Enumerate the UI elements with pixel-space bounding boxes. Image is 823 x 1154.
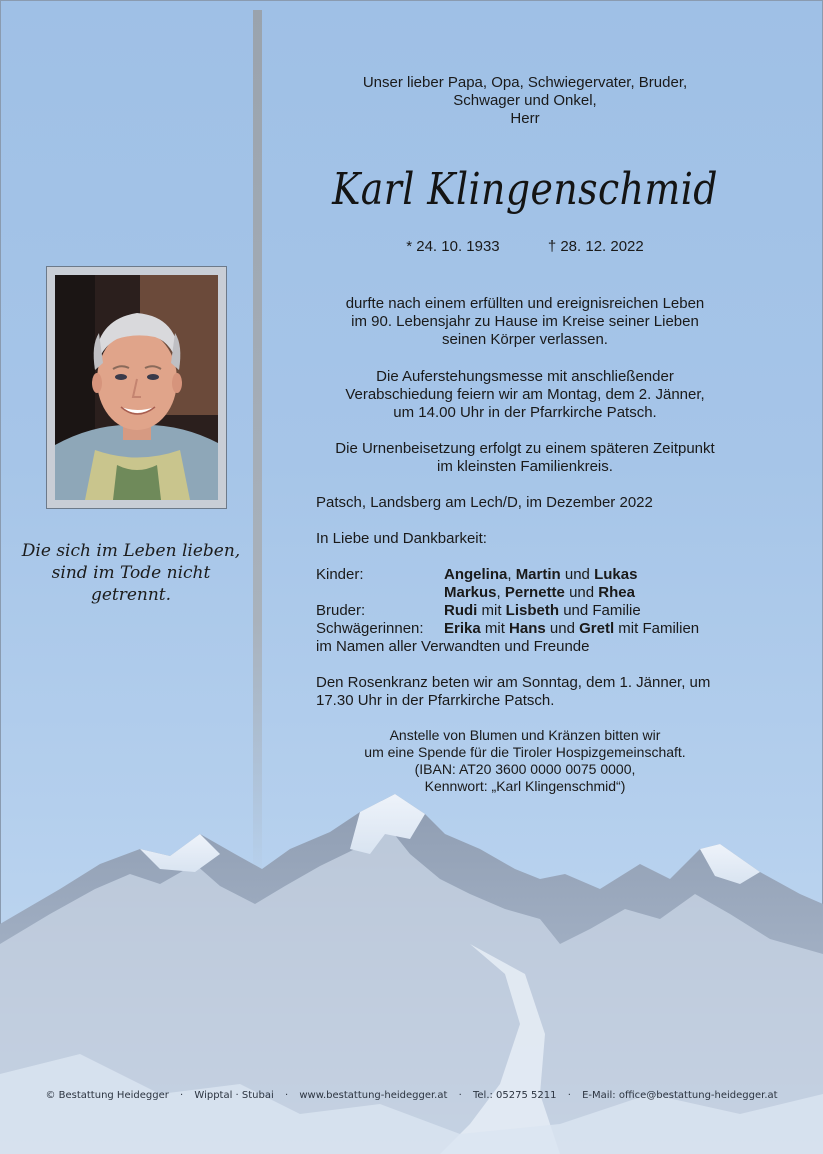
relative-name: Gretl <box>579 620 615 637</box>
paragraph-line: Verabschiedung feiern wir am Montag, dem 2. Jänner, <box>345 386 705 403</box>
child-name: Pernette <box>504 584 565 601</box>
family-row-children-partners <box>316 584 756 602</box>
paragraph-line: durfte nach einem erfüllten und ereignisreichen Leben <box>345 295 705 312</box>
brother-name: Rudi <box>444 602 478 619</box>
paragraph-urn-burial <box>280 440 770 476</box>
family-label: Bruder: <box>316 602 366 619</box>
relative-name: Hans <box>509 620 546 637</box>
rosary-info <box>316 674 756 710</box>
donation-line: (IBAN: AT20 3600 0000 0075 0000, <box>414 761 636 777</box>
child-name: Markus <box>444 584 497 601</box>
birth-date: * 24. 10. 1933 <box>406 238 500 255</box>
footer-region: Wipptal · Stubai <box>194 1090 274 1101</box>
family-row-brother <box>316 602 756 620</box>
paragraph-line: um 14.00 Uhr in der Pfarrkirche Patsch. <box>393 404 657 421</box>
intro-line: Unser lieber Papa, Opa, Schwiegervater, Bruder, <box>362 74 688 91</box>
paragraph-passing <box>280 295 770 349</box>
portrait-frame <box>46 266 227 509</box>
child-name: Angelina <box>444 566 508 583</box>
portrait-illustration <box>55 275 218 500</box>
relative-name: Erika <box>444 620 481 637</box>
family-label: Schwägerinnen: <box>316 620 424 637</box>
life-dates <box>280 238 770 255</box>
place-date: Patsch, Landsberg am Lech/D, im Dezember 2022 <box>316 494 653 511</box>
footer-website-link[interactable]: www.bestattung-heidegger.at <box>299 1090 448 1101</box>
footer-separator: · <box>567 1090 571 1101</box>
family-label: Kinder: <box>316 566 364 583</box>
intro-text <box>280 74 770 128</box>
family-names: Erika mit Hans und Gretl mit Familien <box>444 620 700 637</box>
paragraph-funeral-mass <box>280 368 770 422</box>
quote-line: Die sich im Leben lieben, <box>21 541 241 561</box>
footer-separator: · <box>458 1090 462 1101</box>
portrait-photo <box>55 275 218 500</box>
paragraph-line: Die Auferstehungsmesse mit anschließender <box>376 368 674 385</box>
child-name: Martin <box>515 566 561 583</box>
partner-name: Lisbeth <box>505 602 560 619</box>
quote-line: sind im Tode nicht getrennt. <box>51 563 211 605</box>
paragraph-line: Die Urnenbeisetzung erfolgt zu einem späteren Zeitpunkt <box>335 440 715 457</box>
donation-line: Anstelle von Blumen und Kränzen bitten wir <box>389 727 661 743</box>
footer-separator: · <box>284 1090 289 1101</box>
donation-line: um eine Spende für die Tiroler Hospizgemeinschaft. <box>364 744 686 760</box>
intro-line: Herr <box>510 110 540 127</box>
footer <box>0 1090 823 1101</box>
thanks-line: In Liebe und Dankbarkeit: <box>316 530 487 547</box>
paragraph-line: seinen Körper verlassen. <box>442 331 608 348</box>
family-list <box>316 566 756 656</box>
cross-vertical-bar <box>253 10 262 880</box>
footer-email-link[interactable]: E-Mail: office@bestattung-heidegger.at <box>582 1090 778 1101</box>
footer-phone: Tel.: 05275 5211 <box>472 1090 557 1101</box>
footer-separator: · <box>180 1090 184 1101</box>
child-name: Lukas <box>594 566 638 583</box>
family-names: Angelina, Martin und Lukas <box>444 566 638 583</box>
intro-line: Schwager und Onkel, <box>453 92 597 109</box>
family-names: Markus, Pernette und Rhea <box>444 584 635 601</box>
family-names: Rudi mit Lisbeth und Familie <box>444 602 641 619</box>
paragraph-line: im kleinsten Familienkreis. <box>437 458 613 475</box>
paragraph-line: im 90. Lebensjahr zu Hause im Kreise seiner Lieben <box>351 313 699 330</box>
footer-company: © Bestattung Heidegger <box>45 1090 169 1101</box>
donation-info <box>280 727 770 795</box>
donation-line: Kennwort: „Karl Klingenschmid“) <box>424 778 626 794</box>
all-relatives-line: im Namen aller Verwandten und Freunde <box>316 638 590 655</box>
rosary-line: 17.30 Uhr in der Pfarrkirche Patsch. <box>316 692 555 709</box>
deceased-name: Karl Klingenschmid <box>332 164 718 215</box>
child-name: Rhea <box>598 584 635 601</box>
death-date: † 28. 12. 2022 <box>547 238 644 255</box>
family-row-sisters-in-law <box>316 620 756 638</box>
rosary-line: Den Rosenkranz beten wir am Sonntag, dem 1. Jänner, um <box>316 674 711 691</box>
memorial-quote <box>20 540 242 606</box>
family-row-children <box>316 566 756 584</box>
